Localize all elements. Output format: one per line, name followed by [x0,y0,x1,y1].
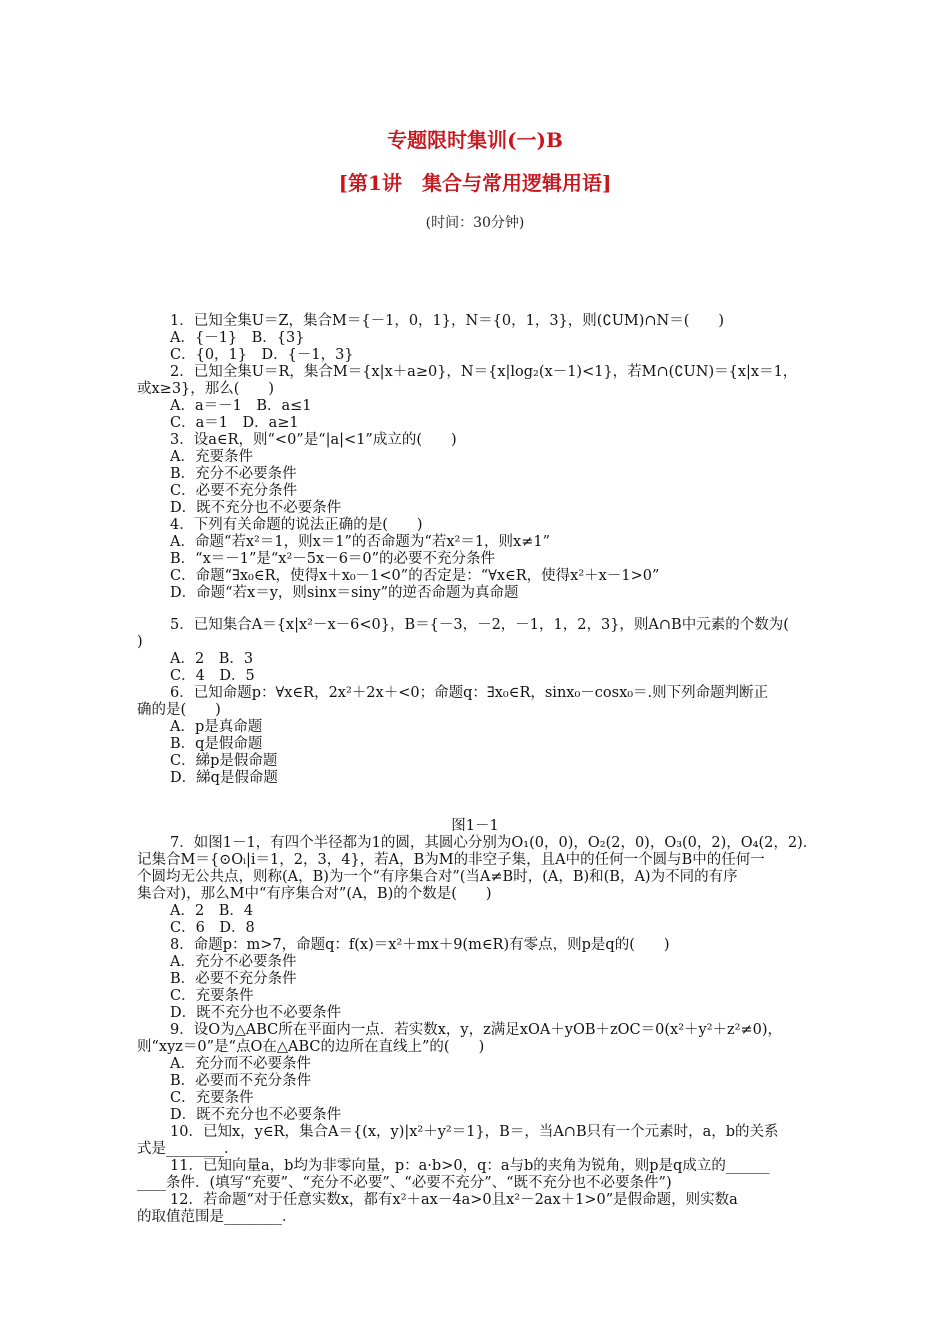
question-line: 5．已知集合A＝{x|x²－x－6<0}，B＝{－3，－2，－1，1，2，3}，则A∩B中元素的个数为( [170,617,789,633]
question-line: C．充要条件 [170,988,254,1004]
question-line: 的取值范围是________． [137,1209,297,1225]
question-line: 个圆均无公共点，则称(A，B)为一个“有序集合对”(当A≠B时，(A，B)和(B，A)为不同的有序 [137,869,738,885]
question-line: B．充分不必要条件 [170,466,297,482]
question-line: C．綈p是假命题 [170,753,278,769]
question-line: A．p是真命题 [170,719,263,735]
question-line: A．2 B．4 [170,903,254,919]
question-line: ____条件．(填写“充要”、“充分不必要”、“必要不充分”、“既不充分也不必要条件”) [137,1175,672,1191]
question-line: A．2 B．3 [170,651,254,667]
question-line: 11．已知向量a，b均为非零向量，p：a·b>0，q：a与b的夹角为锐角，则p是q成立的______ [170,1158,770,1174]
question-line: ) [137,634,143,650]
question-line: 式是________． [137,1141,239,1157]
question-line: 4．下列有关命题的说法正确的是( ) [170,517,423,533]
question-line: B．必要不充分条件 [170,971,297,987]
question-line: A．a＝－1 B．a≤1 [170,398,312,414]
question-line: 7．如图1－1，有四个半径都为1的圆，其圆心分别为O₁(0，0)，O₂(2，0)，O₃(0，2)，O₄(2，2)． [170,835,818,851]
page-subtitle: [第1讲 集合与常用逻辑用语] [338,171,612,195]
question-line: B．“x＝－1”是“x²－5x－6＝0”的必要不充分条件 [170,551,496,567]
question-line: D．既不充分也不必要条件 [170,1005,342,1021]
time-limit: (时间：30分钟) [425,215,525,231]
question-line: B．q是假命题 [170,736,263,752]
question-line: C．命题“∃x₀∈R，使得x＋x₀－1<0”的否定是：“∀x∈R，使得x²＋x－1>0” [170,568,660,584]
question-line: A．充分而不必要条件 [170,1056,311,1072]
question-line: 10．已知x，y∈R，集合A＝{(x，y)|x²＋y²＝1}，B＝，当A∩B只有一个元素时，a，b的关系 [170,1124,779,1140]
question-line: C．必要不充分条件 [170,483,298,499]
question-line: 记集合M＝{⊙Oᵢ|i＝1，2，3，4}，若A，B为M的非空子集，且A中的任何一个圆与B中的任何一 [137,852,765,868]
question-line: C．6 D．8 [170,920,255,936]
figure-caption: 图1－1 [451,818,499,834]
question-line: 2．已知全集U＝R，集合M＝{x|x＋a≥0}，N＝{x|log₂(x－1)<1}，若M∩(∁UN)＝{x|x＝1， [170,364,798,380]
question-line: 则“xyz＝0”是“点O在△ABC的边所在直线上”的( ) [137,1039,485,1055]
question-line: 8．命题p：m>7，命题q：f(x)＝x²＋mx＋9(m∈R)有零点，则p是q的( ) [170,937,670,953]
question-line: B．必要而不充分条件 [170,1073,312,1089]
page-title: 专题限时集训(一)B [387,128,563,152]
question-line: 12．若命题“对于任意实数x，都有x²＋ax－4a>0且x²－2ax＋1>0”是假命题，则实数a [170,1192,738,1208]
question-line: C．充要条件 [170,1090,254,1106]
question-line: A．充分不必要条件 [170,954,297,970]
question-line: A．充要条件 [170,449,253,465]
question-line: A．命题“若x²＝1，则x＝1”的否命题为“若x²＝1，则x≠1” [170,534,551,550]
question-line: D．命题“若x＝y，则sinx＝siny”的逆否命题为真命题 [170,585,519,601]
question-line: 6．已知命题p：∀x∈R，2x²＋2x＋<0；命题q：∃x₀∈R，sinx₀－cosx₀＝.则下列命题判断正 [170,685,769,701]
question-line: C．4 D．5 [170,668,255,684]
question-line: 9．设O为△ABC所在平面内一点．若实数x，y，z满足xOA＋yOB＋zOC＝0(x²＋y²＋z²≠0)， [170,1022,783,1038]
question-line: 集合对)，那么M中“有序集合对”(A，B)的个数是( ) [137,886,492,902]
question-line: C．{0，1} D．{－1，3} [170,347,354,363]
question-line: 确的是( ) [137,702,221,718]
question-line: D．既不充分也不必要条件 [170,1107,342,1123]
question-line: D．綈q是假命题 [170,770,278,786]
question-line: 1．已知全集U＝Z，集合M＝{－1，0，1}，N＝{0，1，3}，则(∁UM)∩N＝( ) [170,313,725,329]
question-line: 或x≥3}，那么( ) [137,381,275,397]
question-line: 3．设a∈R，则“<0”是“|a|<1”成立的( ) [170,432,457,448]
question-line: A．{－1} B．{3} [170,330,305,346]
question-line: C．a＝1 D．a≥1 [170,415,299,431]
question-line: D．既不充分也不必要条件 [170,500,342,516]
